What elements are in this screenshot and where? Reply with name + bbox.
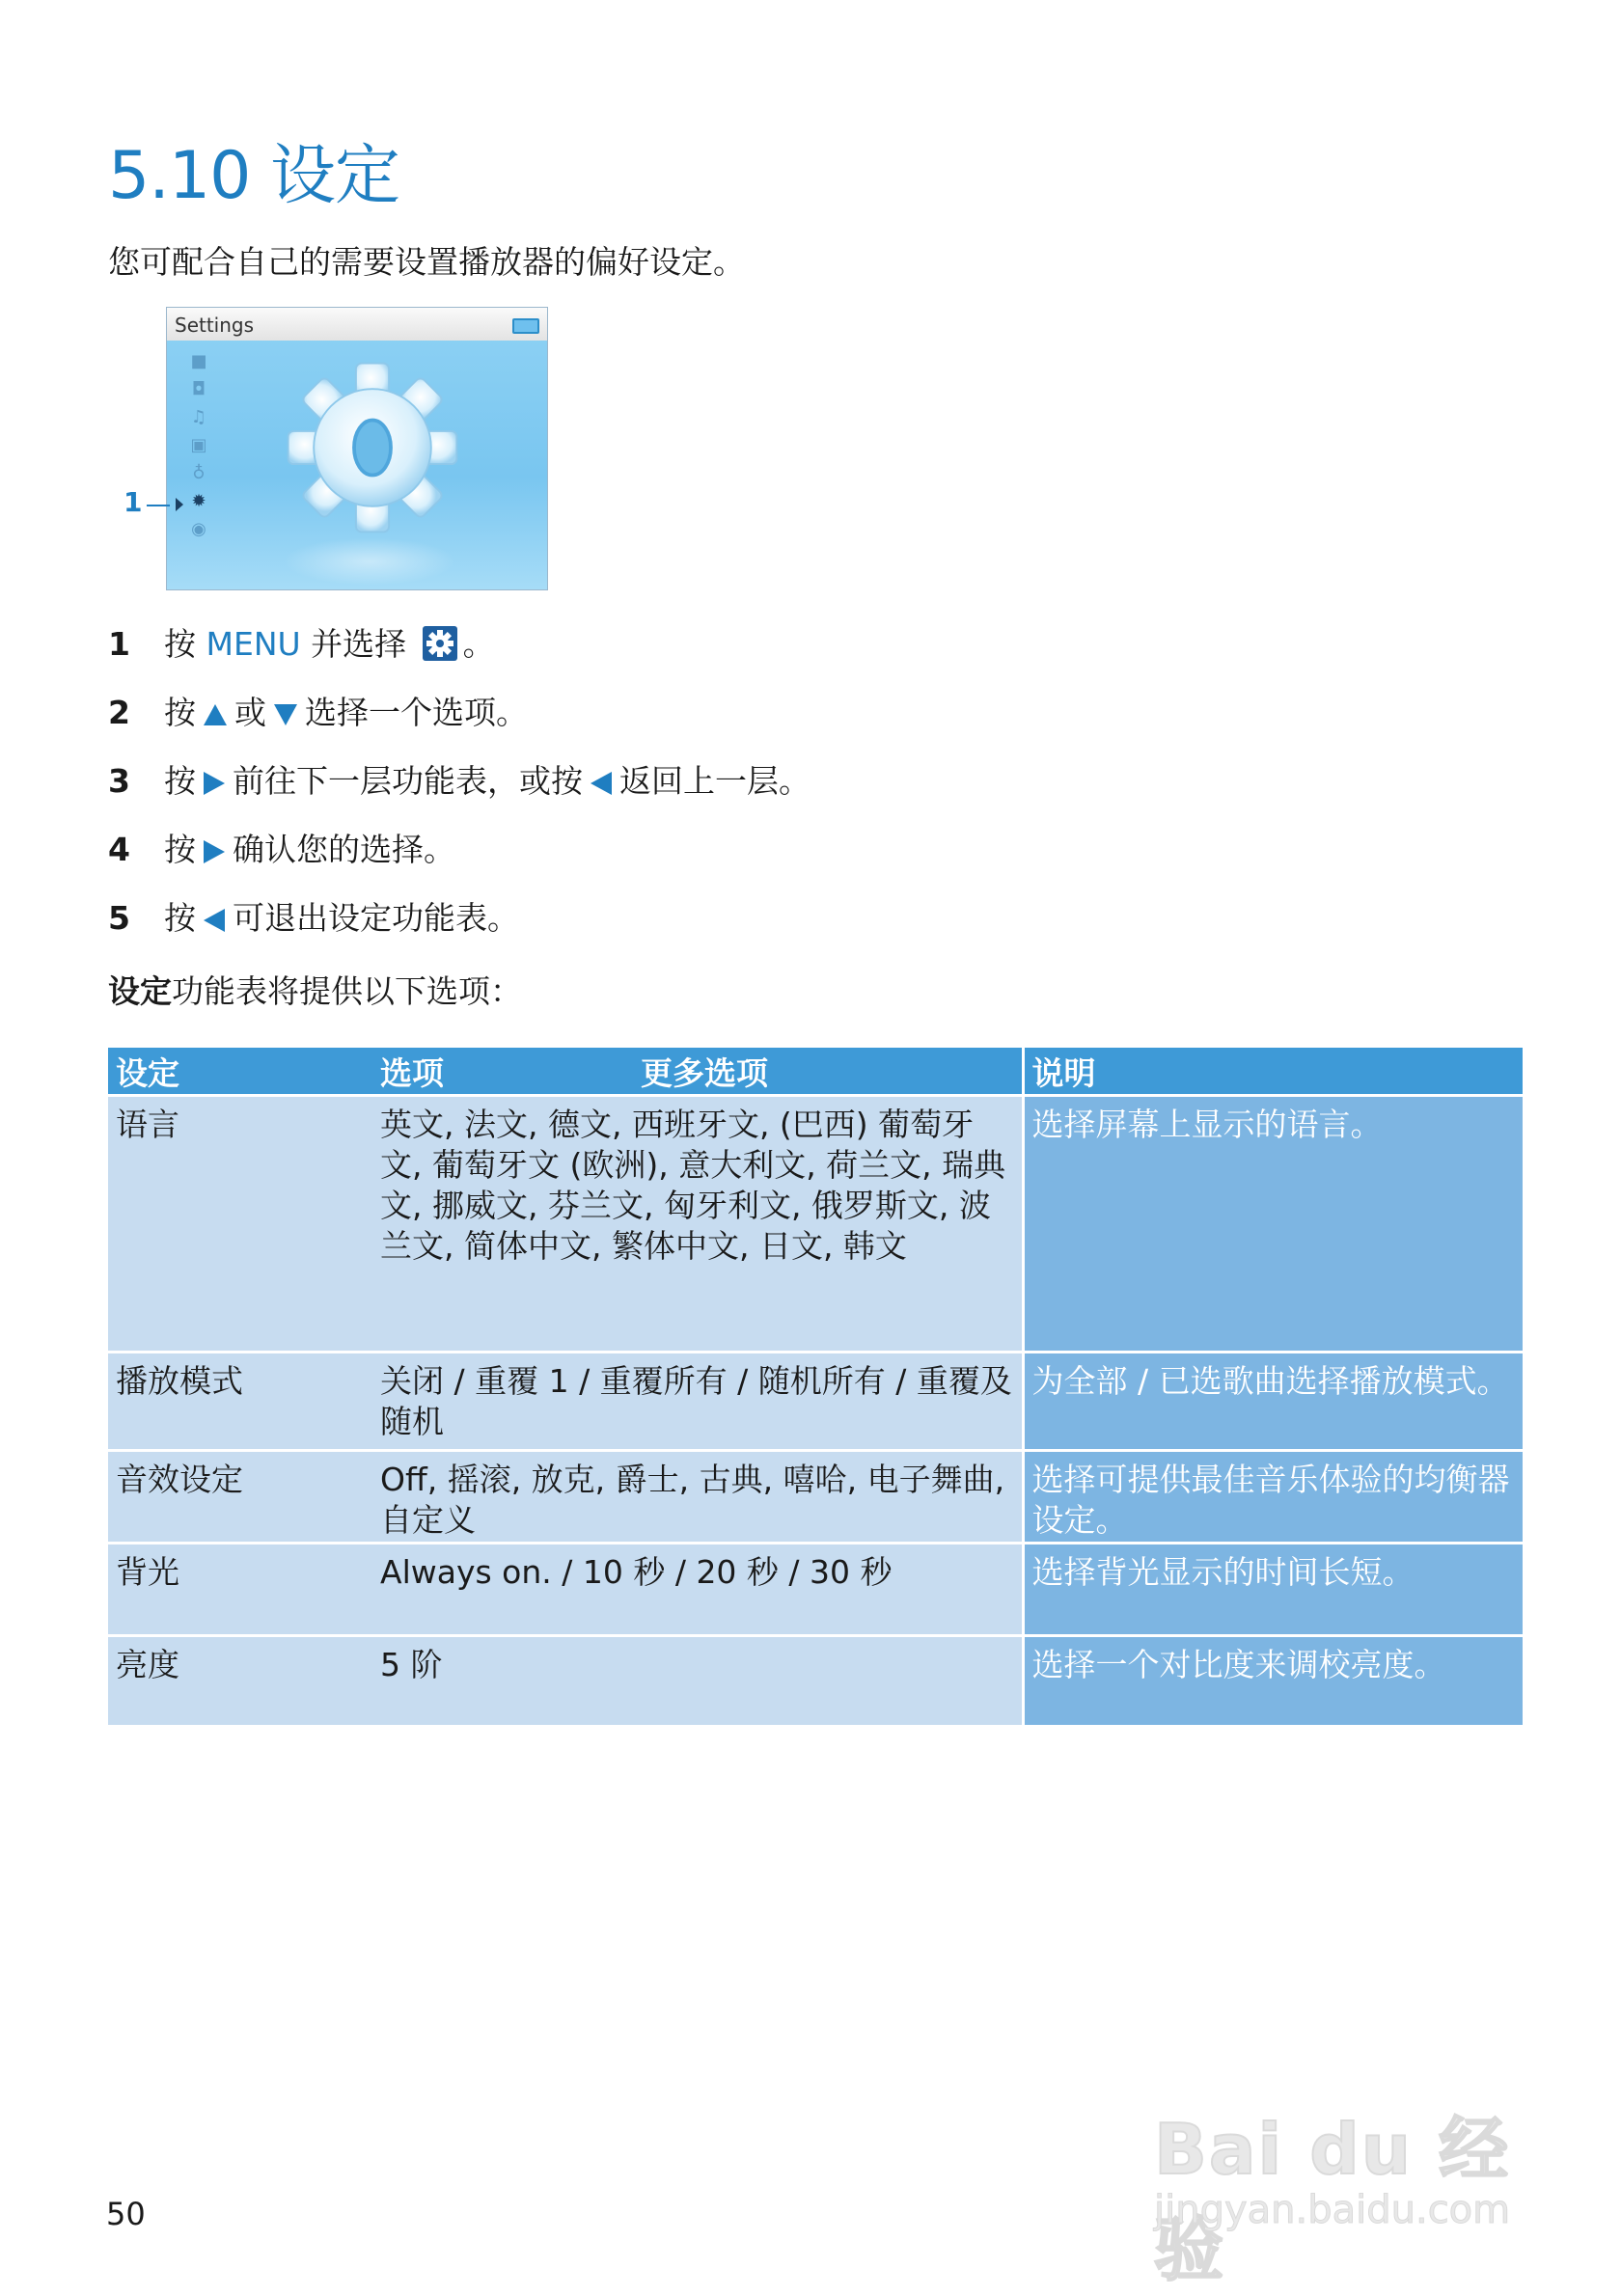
options-cell: 关闭 / 重覆 1 / 重覆所有 / 随机所有 / 重覆及随机 [372,1353,1023,1451]
step-text: 按 [164,899,196,937]
page-number: 50 [106,2196,146,2232]
options-intro-bold: 设定 [108,972,172,1010]
step-text: 。 [462,625,495,663]
step-text: 并选择 [311,625,407,663]
description-cell: 选择可提供最佳音乐体验的均衡器设定。 [1023,1451,1523,1544]
step-number: 5 [108,899,130,937]
device-title-bar [167,308,547,341]
header-options [372,1048,1023,1096]
step-text: 按 [164,831,196,868]
table-row [108,1353,1523,1451]
section-title: 5.10 设定 [108,138,400,214]
step-number: 4 [108,831,130,868]
step-number: 1 [108,625,130,663]
menu-key-label: MENU [206,625,301,663]
header-setting: 设定 [108,1048,372,1096]
step-text: 按 [164,694,196,731]
step-text: 选择一个选项。 [305,694,528,731]
video-icon: ■ [190,351,207,371]
gear-icon: ✹ [191,491,206,511]
callout-line [147,505,170,506]
table-row [108,1636,1523,1727]
description-cell: 为全部 / 已选歌曲选择播放模式。 [1023,1353,1523,1451]
setting-cell: 背光 [108,1544,372,1636]
options-intro [108,967,522,1012]
mic-icon: ♁ [192,463,206,483]
description-cell: 选择背光显示的时间长短。 [1023,1544,1523,1636]
step-number: 3 [108,762,130,800]
left-arrow-icon [591,772,612,795]
step-text: 或 [234,694,266,731]
gear-reflection [283,537,456,586]
camera-icon: ◘ [191,379,206,399]
header-description: 说明 [1023,1048,1523,1096]
battery-icon [512,318,539,334]
options-intro-rest: 功能表将提供以下选项： [172,972,522,1010]
setting-cell: 播放模式 [108,1353,372,1451]
step-text: 按 [164,762,196,800]
watermark-main: Bai du 经验 [1154,2109,1511,2290]
step-text: 按 [164,625,196,663]
settings-gear-icon [423,626,457,661]
setting-cell: 语言 [108,1096,372,1353]
table-row [108,1451,1523,1544]
table-row [108,1096,1523,1353]
large-gear-icon [281,356,464,539]
table-row [108,1544,1523,1636]
photo-icon: ▣ [190,435,207,455]
right-arrow-icon [204,840,225,863]
step-number: 2 [108,694,130,731]
header-option: 选项 [380,1053,444,1092]
callout-number: 1 [124,486,143,518]
setting-cell: 亮度 [108,1636,372,1727]
step-text: 确认您的选择。 [233,831,455,868]
up-arrow-icon [204,704,227,725]
options-cell: 英文, 法文, 德文, 西班牙文, (巴西) 葡萄牙文, 葡萄牙文 (欧洲), 意大利文, 荷兰文, 瑞典文, 挪威文, 芬兰文, 匈牙利文, 俄罗斯文, 波兰文, 简体中文, 繁体中文, 日文, 韩文 [372,1096,1023,1353]
left-arrow-icon [204,909,225,932]
settings-table [108,1048,1523,1728]
description-cell: 选择一个对比度来调校亮度。 [1023,1636,1523,1727]
play-icon: ◉ [191,519,206,539]
device-screenshot [166,307,548,590]
selection-arrow-icon [176,498,183,511]
step-text: 返回上一层。 [619,762,810,800]
table-header-row [108,1048,1523,1096]
music-icon: ♫ [190,407,207,427]
options-cell: Off, 摇滚, 放克, 爵士, 古典, 嘻哈, 电子舞曲, 自定义 [372,1451,1023,1544]
step-text: 可退出设定功能表。 [233,899,519,937]
baidu-watermark [1154,2074,1540,2290]
right-arrow-icon [204,772,225,795]
down-arrow-icon [274,704,297,725]
device-screen-title: Settings [175,314,255,337]
options-cell: Always on. / 10 秒 / 20 秒 / 30 秒 [372,1544,1023,1636]
options-cell: 5 阶 [372,1636,1023,1727]
step-text: 前往下一层功能表，或按 [233,762,583,800]
intro-text: 您可配合自己的需要设置播放器的偏好设定。 [108,243,745,281]
watermark-sub: jingyan.baidu.com [1154,2188,1511,2232]
setting-cell: 音效设定 [108,1451,372,1544]
header-more-options: 更多选项 [641,1053,768,1092]
device-menu-icons [186,352,211,548]
description-cell: 选择屏幕上显示的语言。 [1023,1096,1523,1353]
